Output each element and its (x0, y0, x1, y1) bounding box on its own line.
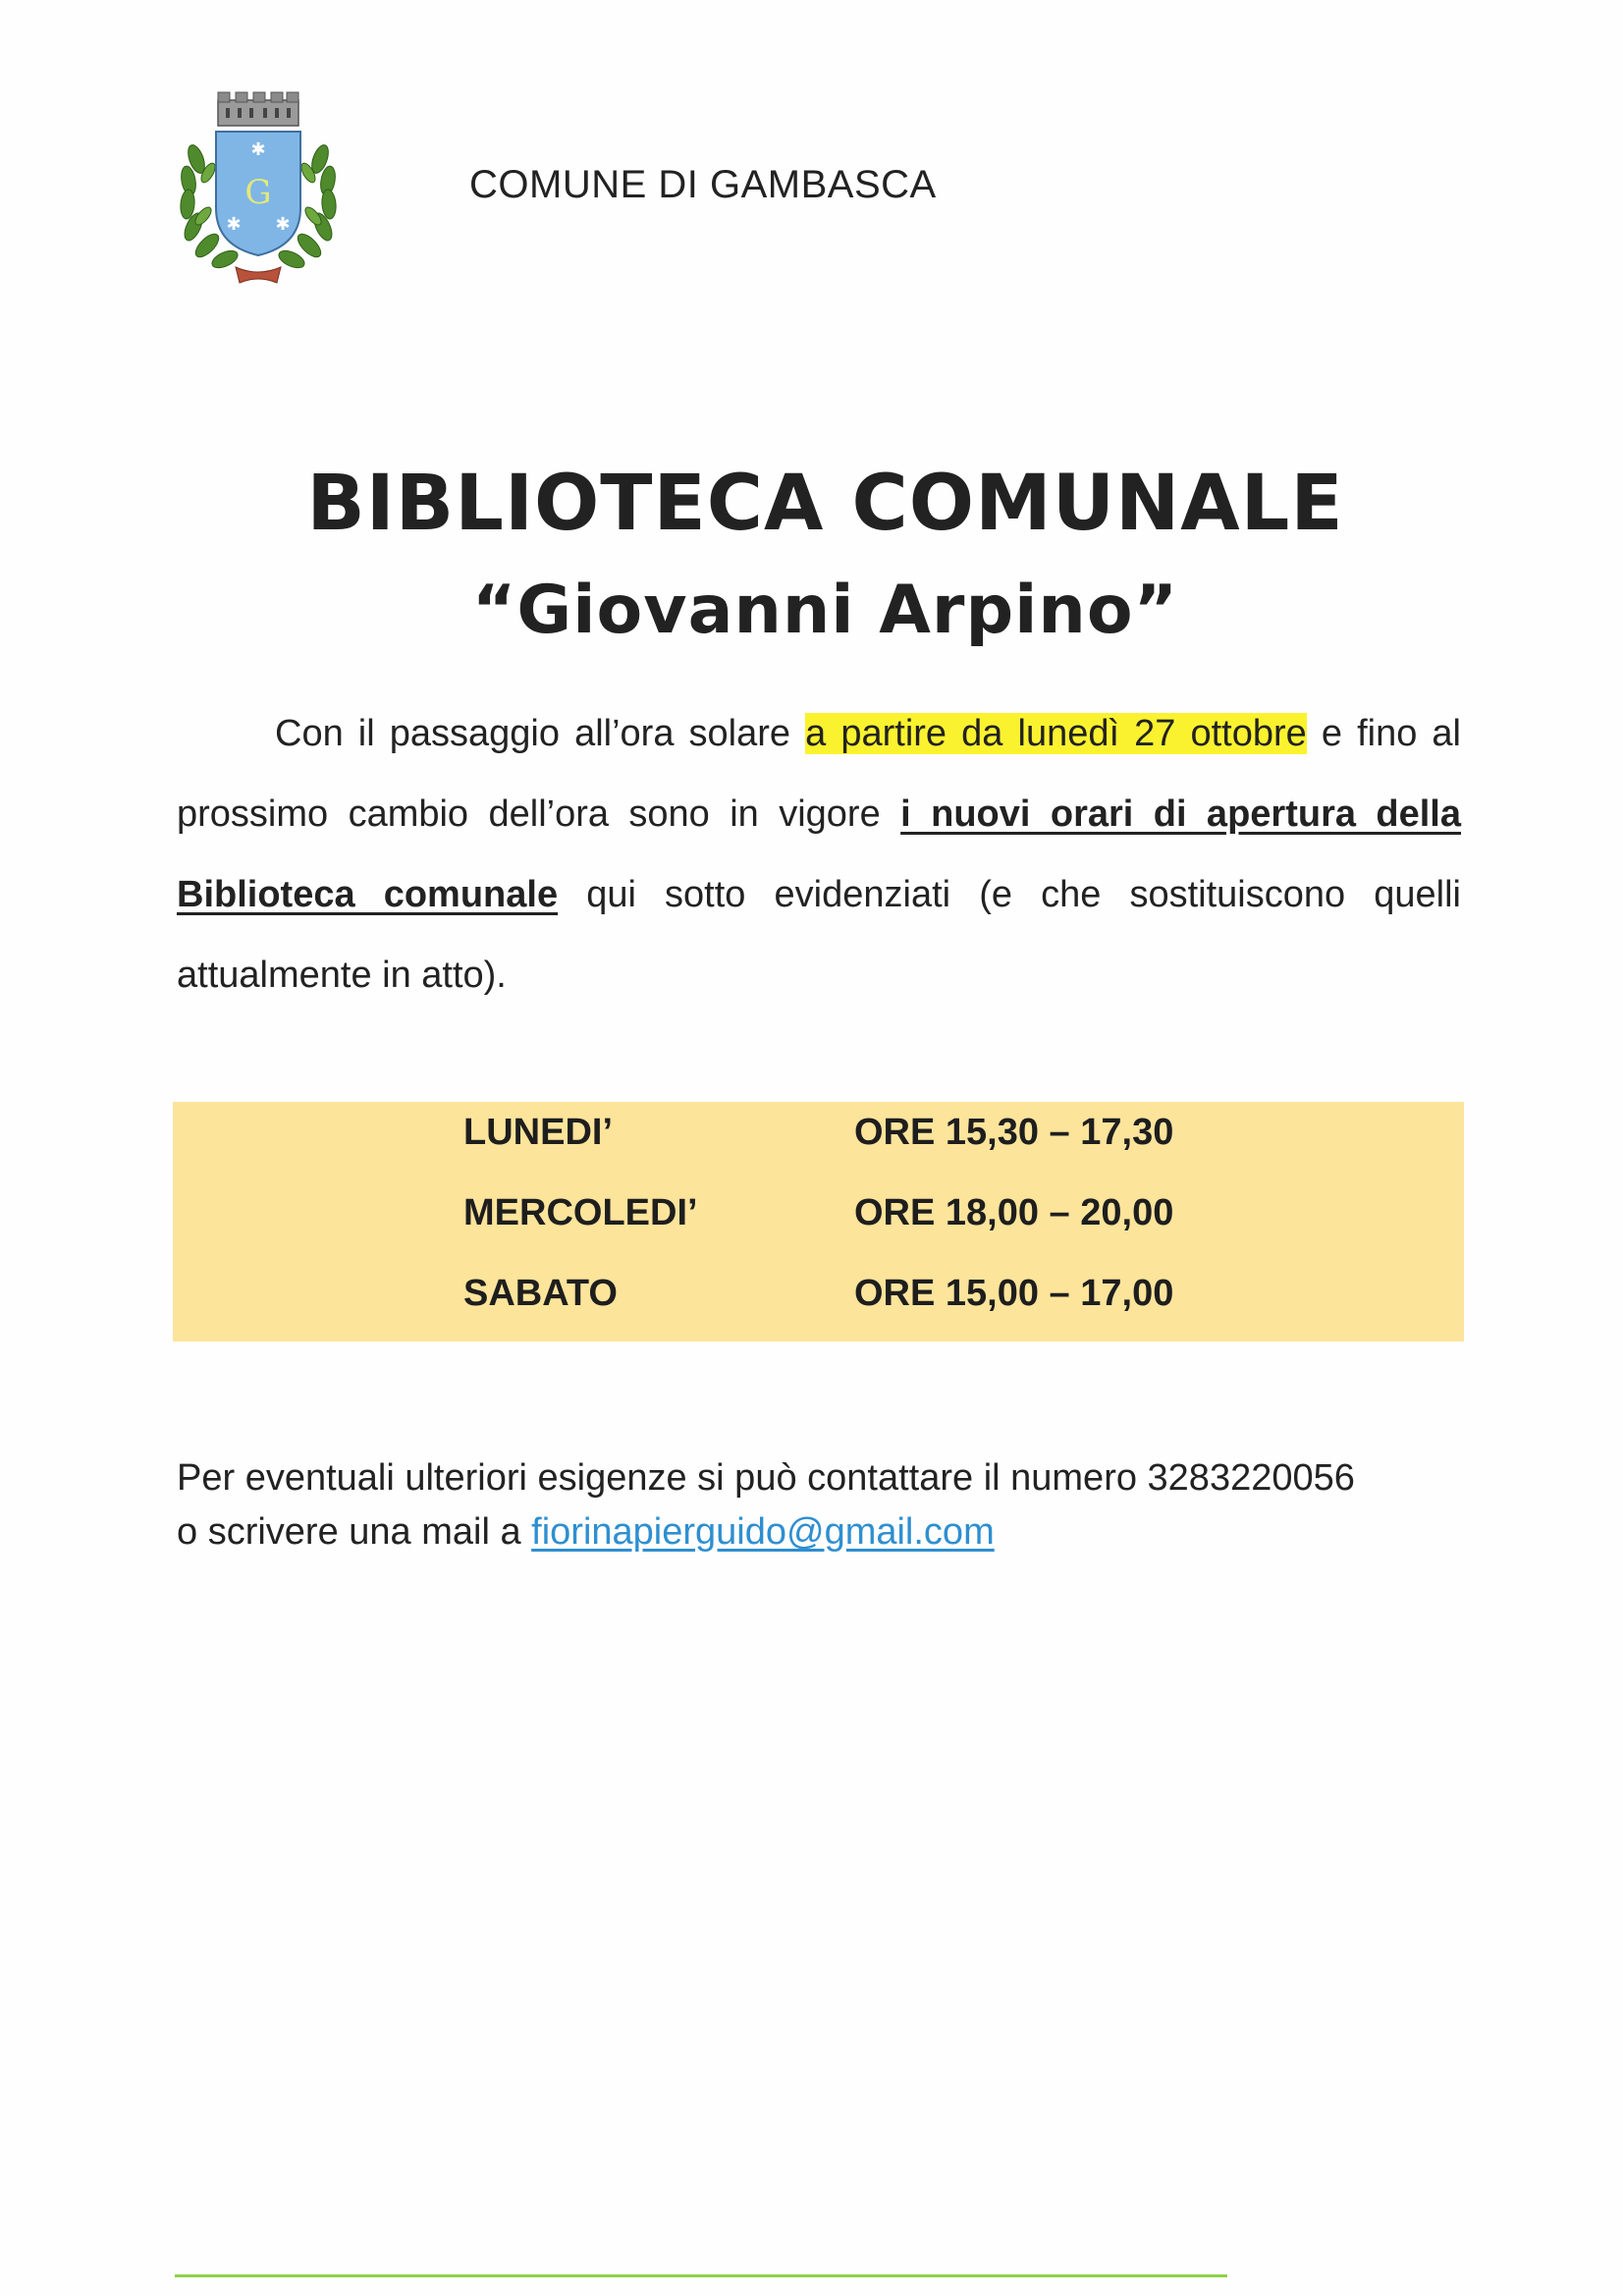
schedule-row (173, 1112, 1464, 1171)
contact-info (177, 1451, 1463, 1559)
municipal-crest-logo (175, 81, 342, 291)
schedule-hours: ORE 15,30 – 17,30 (854, 1112, 1174, 1153)
svg-text:✱: ✱ (226, 214, 242, 235)
schedule-day: MERCOLEDI’ (463, 1192, 698, 1233)
svg-text:✱: ✱ (275, 214, 291, 235)
contact-email-prefix: o scrivere una mail a (177, 1511, 532, 1553)
svg-text:✱: ✱ (250, 139, 266, 160)
intro-text-middle: e fino al prossimo cambio dell’ora sono in vigore (177, 713, 1462, 835)
page-title: BIBLIOTECA COMUNALE (306, 460, 1344, 548)
intro-text-start: Con il passaggio all’ora solare (275, 713, 806, 754)
opening-hours-table (173, 1102, 1464, 1341)
municipality-name: COMUNE DI GAMBASCA (469, 163, 937, 206)
schedule-hours: ORE 18,00 – 20,00 (854, 1192, 1174, 1233)
schedule-row (173, 1192, 1464, 1251)
intro-text-end: qui sotto evidenziati (e che sostituiscono quelli attualmente in atto). (177, 874, 1461, 996)
contact-phone-line: Per eventuali ulteriori esigenze si può contattare il numero 3283220056 (177, 1457, 1355, 1499)
email-link[interactable]: fiorinapierguido@gmail.com (531, 1511, 995, 1553)
schedule-hours: ORE 15,00 – 17,00 (854, 1273, 1174, 1314)
highlighted-date: a partire da lunedì 27 ottobre (805, 713, 1307, 754)
schedule-day: SABATO (463, 1273, 618, 1314)
contact-email-line (177, 1505, 1463, 1559)
crest-letter: G (244, 173, 272, 212)
new-hours-emphasis: i nuovi orari di apertura della Biblioteca comunale (177, 793, 1461, 915)
schedule-row (173, 1273, 1464, 1332)
schedule-day: LUNEDI’ (463, 1112, 613, 1153)
intro-paragraph (177, 693, 1461, 1015)
library-name: “Giovanni Arpino” (471, 572, 1179, 649)
footer-divider (175, 2274, 1227, 2277)
